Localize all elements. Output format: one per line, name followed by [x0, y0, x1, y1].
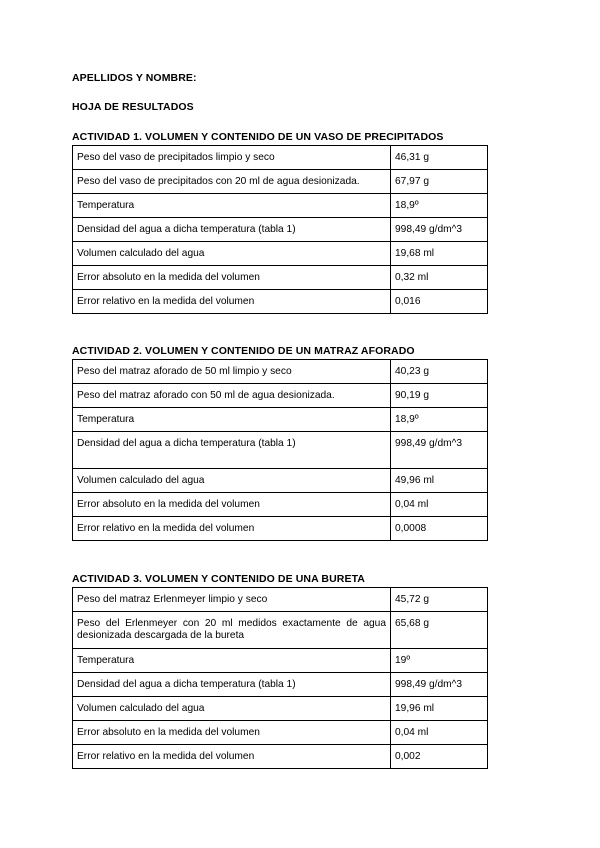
table-row	[73, 360, 488, 384]
table-row	[73, 146, 488, 170]
row-value: 0,002	[391, 745, 488, 769]
row-value: 40,23 g	[391, 360, 488, 384]
row-label: Error absoluto en la medida del volumen	[73, 266, 391, 290]
row-label: Peso del matraz aforado de 50 ml limpio y seco	[73, 360, 391, 384]
table-row	[73, 384, 488, 408]
table-row	[73, 697, 488, 721]
row-label: Error relativo en la medida del volumen	[73, 290, 391, 314]
row-value: 998,49 g/dm^3	[391, 673, 488, 697]
activity-2-title: ACTIVIDAD 2. VOLUMEN Y CONTENIDO DE UN MATRAZ AFORADO	[72, 345, 415, 357]
table-row	[73, 170, 488, 194]
table-row	[73, 218, 488, 242]
table-row	[73, 612, 488, 649]
row-value: 67,97 g	[391, 170, 488, 194]
row-label: Error relativo en la medida del volumen	[73, 745, 391, 769]
row-value: 45,72 g	[391, 588, 488, 612]
activity-2-table	[72, 359, 488, 541]
row-value: 0,0008	[391, 517, 488, 541]
row-label: Peso del Erlenmeyer con 20 ml medidos exactamente de agua desionizada descargada de la bureta	[73, 612, 391, 649]
table-row	[73, 721, 488, 745]
row-value: 19º	[391, 649, 488, 673]
row-label: Peso del vaso de precipitados con 20 ml de agua desionizada.	[73, 170, 391, 194]
row-value: 998,49 g/dm^3	[391, 218, 488, 242]
table-row	[73, 745, 488, 769]
row-value: 18,9º	[391, 408, 488, 432]
table-row	[73, 588, 488, 612]
row-value: 998,49 g/dm^3	[391, 432, 488, 469]
row-value: 0,04 ml	[391, 721, 488, 745]
row-label: Temperatura	[73, 194, 391, 218]
table-row	[73, 266, 488, 290]
activity-1-title: ACTIVIDAD 1. VOLUMEN Y CONTENIDO DE UN VASO DE PRECIPITADOS	[72, 131, 444, 143]
row-value: 90,19 g	[391, 384, 488, 408]
table-row	[73, 194, 488, 218]
row-label: Error relativo en la medida del volumen	[73, 517, 391, 541]
sheet-title: HOJA DE RESULTADOS	[72, 101, 194, 113]
row-label: Densidad del agua a dicha temperatura (tabla 1)	[73, 218, 391, 242]
row-value: 0,32 ml	[391, 266, 488, 290]
row-label: Error absoluto en la medida del volumen	[73, 721, 391, 745]
row-label: Temperatura	[73, 408, 391, 432]
row-label: Peso del matraz aforado con 50 ml de agua desionizada.	[73, 384, 391, 408]
name-label: APELLIDOS Y NOMBRE:	[72, 72, 197, 84]
row-value: 18,9º	[391, 194, 488, 218]
activity-1-table	[72, 145, 488, 314]
table-row	[73, 432, 488, 469]
row-label: Volumen calculado del agua	[73, 469, 391, 493]
table-row	[73, 408, 488, 432]
table-row	[73, 649, 488, 673]
row-label: Volumen calculado del agua	[73, 242, 391, 266]
table-row	[73, 469, 488, 493]
row-value: 46,31 g	[391, 146, 488, 170]
row-value: 19,68 ml	[391, 242, 488, 266]
activity-3-table	[72, 587, 488, 769]
table-row	[73, 673, 488, 697]
row-label: Densidad del agua a dicha temperatura (tabla 1)	[73, 673, 391, 697]
row-value: 19,96 ml	[391, 697, 488, 721]
row-label: Error absoluto en la medida del volumen	[73, 493, 391, 517]
activity-3-title: ACTIVIDAD 3. VOLUMEN Y CONTENIDO DE UNA BURETA	[72, 573, 365, 585]
row-label: Volumen calculado del agua	[73, 697, 391, 721]
row-value: 0,016	[391, 290, 488, 314]
row-value: 49,96 ml	[391, 469, 488, 493]
row-label: Peso del matraz Erlenmeyer limpio y seco	[73, 588, 391, 612]
row-label: Densidad del agua a dicha temperatura (tabla 1)	[73, 432, 391, 469]
row-label: Temperatura	[73, 649, 391, 673]
table-row	[73, 517, 488, 541]
table-row	[73, 242, 488, 266]
table-row	[73, 493, 488, 517]
row-value: 0,04 ml	[391, 493, 488, 517]
row-value: 65,68 g	[391, 612, 488, 649]
table-row	[73, 290, 488, 314]
row-label: Peso del vaso de precipitados limpio y seco	[73, 146, 391, 170]
